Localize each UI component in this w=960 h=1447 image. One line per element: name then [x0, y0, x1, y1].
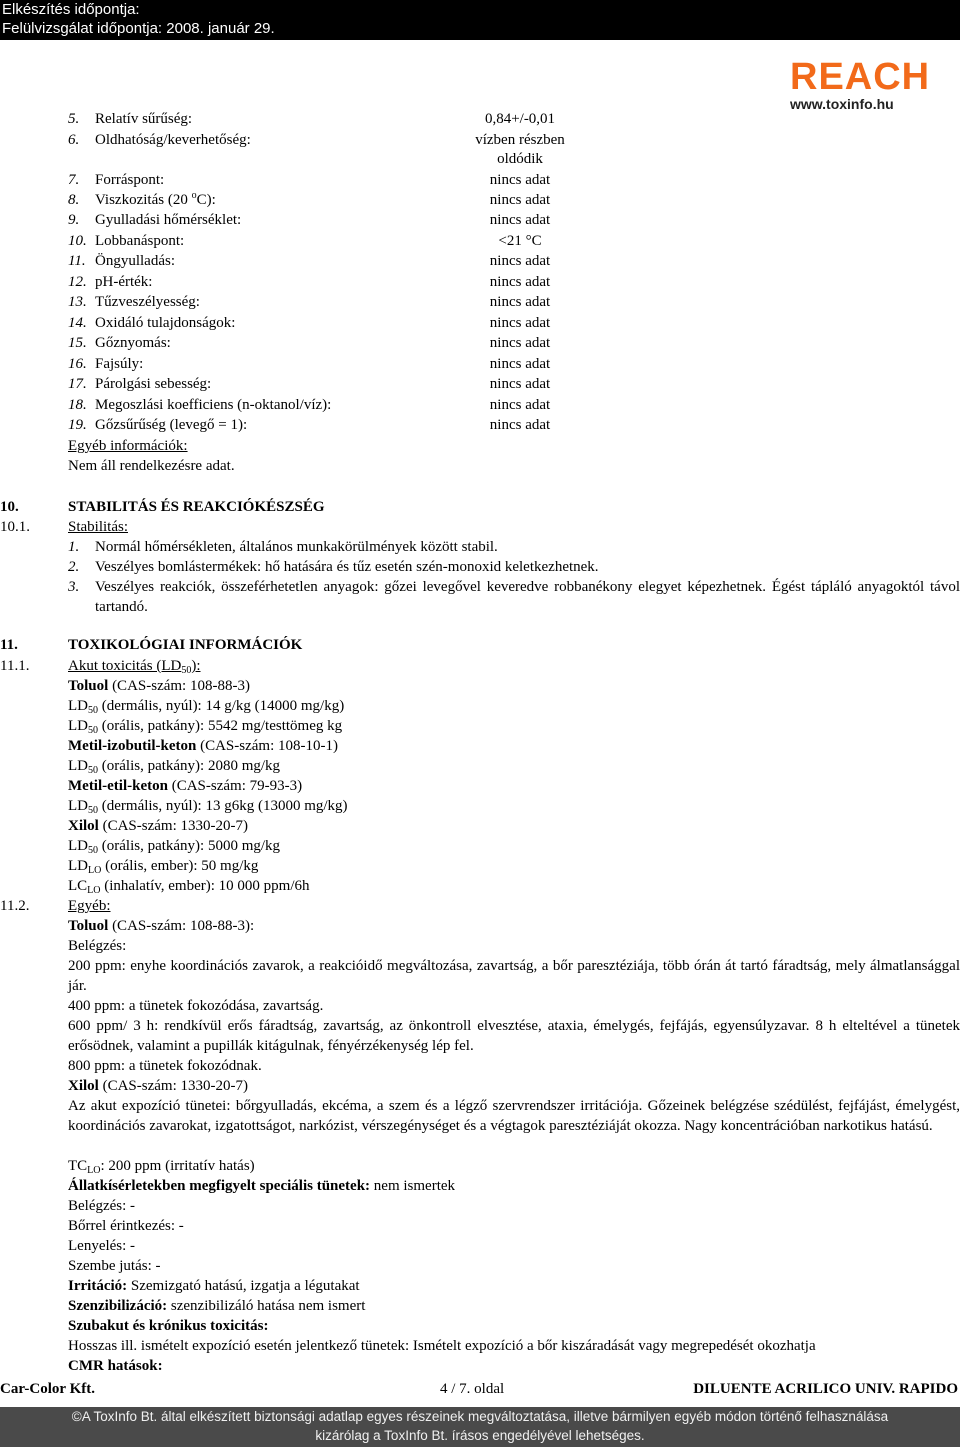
page-footer	[0, 1379, 960, 1399]
property-label: Párolgási sebesség:	[95, 376, 212, 392]
copyright-line-1: ©A ToxInfo Bt. által elkészített biztonsági adatlap egyes részeinek megváltoztatása, illetve bármilyen egyéb módon történő felhasználása	[71, 1409, 889, 1424]
property-value-cont: oldódik	[497, 151, 543, 167]
property-label: Öngyulladás:	[95, 253, 175, 269]
exposure-line: Bőrrel érintkezés: -	[68, 1218, 184, 1234]
other-info-heading: Egyéb információk:	[68, 438, 188, 454]
list-item: Veszélyes reakciók, összeférhetetlen anyagok: gőzei levegővel keveredve robbanékony elegyet képezhetnek. Égést tápláló anyagoktól távol tartandó.	[95, 579, 960, 615]
property-value: nincs adat	[489, 253, 551, 269]
footer-page-number: 4 / 7. oldal	[440, 1381, 505, 1397]
list-number: 3.	[68, 579, 80, 595]
property-number: 9.	[68, 212, 80, 228]
subsection-number: 11.2.	[0, 898, 30, 914]
subsection-title: Egyéb:	[68, 898, 111, 914]
property-label: Tűzveszélyesség:	[95, 294, 200, 310]
substance-line: Metil-etil-keton (CAS-szám: 79-93-3)	[68, 778, 303, 794]
toxicity-value: $LD_{LO}$ (orális, ember): 50 mg/kg	[68, 858, 259, 876]
property-value: nincs adat	[489, 397, 551, 413]
exposure-line: Lenyelés: -	[68, 1238, 136, 1254]
prepared-date: Elkészítés időpontja:	[2, 1, 140, 18]
substance-line: Xilol (CAS-szám: 1330-20-7)	[68, 1078, 248, 1094]
irritation-line: Irritáció: Szemizgató hatású, izgatja a légutakat	[68, 1278, 360, 1294]
property-value: nincs adat	[489, 376, 551, 392]
property-value: nincs adat	[489, 335, 551, 351]
property-label: Relatív sűrűség:	[95, 111, 193, 127]
effect-paragraph: 200 ppm: enyhe koordinációs zavarok, a reakcióidő megváltozása, zavartság, a bőr paresztéziája, több órán át tartó fáradtság, mely álmatlansággal jár.	[68, 958, 960, 994]
cmr-heading: CMR hatások:	[68, 1358, 163, 1374]
property-label: Oldhatóság/keverhetőség:	[95, 132, 251, 148]
property-label: Gyulladási hőmérséklet:	[95, 212, 242, 228]
list-item: Veszélyes bomlástermékek: hő hatására és tűz esetén szén-monoxid keletkezhetnek.	[95, 559, 599, 575]
property-value: nincs adat	[489, 315, 551, 331]
list-number: 2.	[68, 559, 80, 575]
property-label: Viszkozitás (20 $^o$C):	[95, 190, 216, 208]
property-number: 17.	[68, 376, 87, 392]
document-header	[0, 0, 960, 40]
section-number: 11.	[0, 637, 18, 653]
subsection-number: 11.1.	[0, 658, 30, 674]
property-number: 8.	[68, 192, 80, 208]
property-number: 14.	[68, 315, 87, 331]
property-number: 16.	[68, 356, 87, 372]
section-number: 10.	[0, 499, 19, 515]
property-number: 7.	[68, 172, 80, 188]
property-value: nincs adat	[489, 192, 551, 208]
tclo-line: $TC_{LO}$: 200 ppm (irritatív hatás)	[68, 1158, 255, 1176]
toxicity-value: $LD_{50}$ (dermális, nyúl): 13 g6kg (13000 mg/kg)	[68, 798, 348, 816]
property-label: Lobbanáspont:	[95, 233, 185, 249]
toxicity-value: $LD_{50}$ (orális, patkány): 2080 mg/kg	[68, 758, 281, 776]
property-label: pH-érték:	[95, 274, 153, 290]
substance-line: Toluol (CAS-szám: 108-88-3)	[68, 678, 250, 694]
effect-paragraph: 600 ppm/ 3 h: rendkívül erős fáradtság, zavartság, az önkontroll elvesztése, ataxia, émelygés, fejfájás, egyensúlyzavar. 8 h elteltével a tünetek erősödnek, valamint a pupillák kitágulnak, fényérzékenység lép fel.	[68, 1018, 960, 1054]
property-value: vízben részben	[475, 132, 565, 148]
chronic-text: Hosszas ill. ismételt expozíció esetén jelentkező tünetek: Ismételt expozíció a bőr kiszáradását vagy megrepedését okozhatja	[68, 1338, 816, 1354]
property-number: 12.	[68, 274, 87, 290]
subsection-title: Akut toxicitás $(LD_{50})$:	[68, 658, 201, 676]
substance-line: Metil-izobutil-keton (CAS-szám: 108-10-1)	[68, 738, 338, 754]
toxicity-value: $LD_{50}$ (orális, patkány): 5542 mg/testtömeg kg	[68, 718, 343, 736]
property-label: Megoszlási koefficiens (n-oktanol/víz):	[95, 397, 332, 413]
revision-date: Felülvizsgálat időpontja: 2008. január 29.	[2, 20, 275, 37]
property-number: 19.	[68, 417, 87, 433]
property-label: Gőznyomás:	[95, 335, 171, 351]
copyright-notice	[0, 1407, 960, 1447]
substance-line: Toluol (CAS-szám: 108-88-3):	[68, 918, 255, 934]
other-info-text: Nem áll rendelkezésre adat.	[68, 458, 235, 474]
logo-word: REACH	[790, 56, 931, 98]
property-label: Fajsúly:	[95, 356, 144, 372]
effect-line: 800 ppm: a tünetek fokozódnak.	[68, 1058, 262, 1074]
subsection-title: Stabilitás:	[68, 519, 128, 535]
property-value: nincs adat	[489, 417, 551, 433]
substance-line: Xilol (CAS-szám: 1330-20-7)	[68, 818, 248, 834]
property-label: Forráspont:	[95, 172, 165, 188]
property-number: 5.	[68, 111, 80, 127]
effect-paragraph: Az akut expozíció tünetei: bőrgyulladás, ekcéma, a szem és a légző szervrendszer irritációja. Gőzeinek belégzése szédülést, fejfájást, émelygést, koordinációs zavarokat, izgatottságot, narkózist, vérszegénységet és a végtagok paresztéziáját okozza. Nagy koncentrációban narkotikus hatású.	[68, 1098, 960, 1134]
reach-logo	[790, 58, 952, 110]
property-label: Gőzsűrűség (levegő = 1):	[95, 417, 248, 433]
property-number: 18.	[68, 397, 87, 413]
property-label: Oxidáló tulajdonságok:	[95, 315, 236, 331]
property-number: 11.	[68, 253, 86, 269]
property-value: 0,84+/-0,01	[484, 111, 556, 127]
exposure-line: Belégzés: -	[68, 1198, 136, 1214]
sensitization-line: Szenzibilizáció: szenzibilizáló hatása nem ismert	[68, 1298, 366, 1314]
property-value: <21 °C	[498, 233, 542, 249]
copyright-line-2: kizárólag a ToxInfo Bt. írásos engedélyével lehetséges.	[315, 1428, 645, 1443]
footer-company: Car-Color Kft.	[0, 1381, 95, 1397]
property-value: nincs adat	[489, 294, 551, 310]
property-number: 13.	[68, 294, 87, 310]
chronic-heading: Szubakut és krónikus toxicitás:	[68, 1318, 269, 1334]
list-number: 1.	[68, 539, 80, 555]
property-value: nincs adat	[489, 356, 551, 372]
property-value: nincs adat	[489, 172, 551, 188]
footer-product: DILUENTE ACRILICO UNIV. RAPIDO	[693, 1381, 958, 1397]
section-title: TOXIKOLÓGIAI INFORMÁCIÓK	[68, 637, 303, 653]
toxicity-value: $LC_{LO}$ (inhalatív, ember): 10 000 ppm/6h	[68, 878, 310, 896]
animal-tests-line: Állatkísérletekben megfigyelt speciális tünetek: nem ismertek	[68, 1178, 456, 1194]
property-number: 15.	[68, 335, 87, 351]
effect-line: 400 ppm: a tünetek fokozódása, zavartság.	[68, 998, 324, 1014]
property-value: nincs adat	[489, 274, 551, 290]
property-number: 6.	[68, 132, 80, 148]
inhalation-heading: Belégzés:	[68, 938, 127, 954]
toxicity-value: $LD_{50}$ (dermális, nyúl): 14 g/kg (14000 mg/kg)	[68, 698, 345, 716]
subsection-number: 10.1.	[0, 519, 30, 535]
list-item: Normál hőmérsékleten, általános munkakörülmények között stabil.	[95, 539, 498, 555]
exposure-line: Szembe jutás: -	[68, 1258, 161, 1274]
section-title: STABILITÁS ÉS REAKCIÓKÉSZSÉG	[68, 499, 325, 515]
toxicity-value: $LD_{50}$ (orális, patkány): 5000 mg/kg	[68, 838, 281, 856]
property-number: 10.	[68, 233, 87, 249]
property-value: nincs adat	[489, 212, 551, 228]
logo-url: www.toxinfo.hu	[790, 96, 894, 112]
